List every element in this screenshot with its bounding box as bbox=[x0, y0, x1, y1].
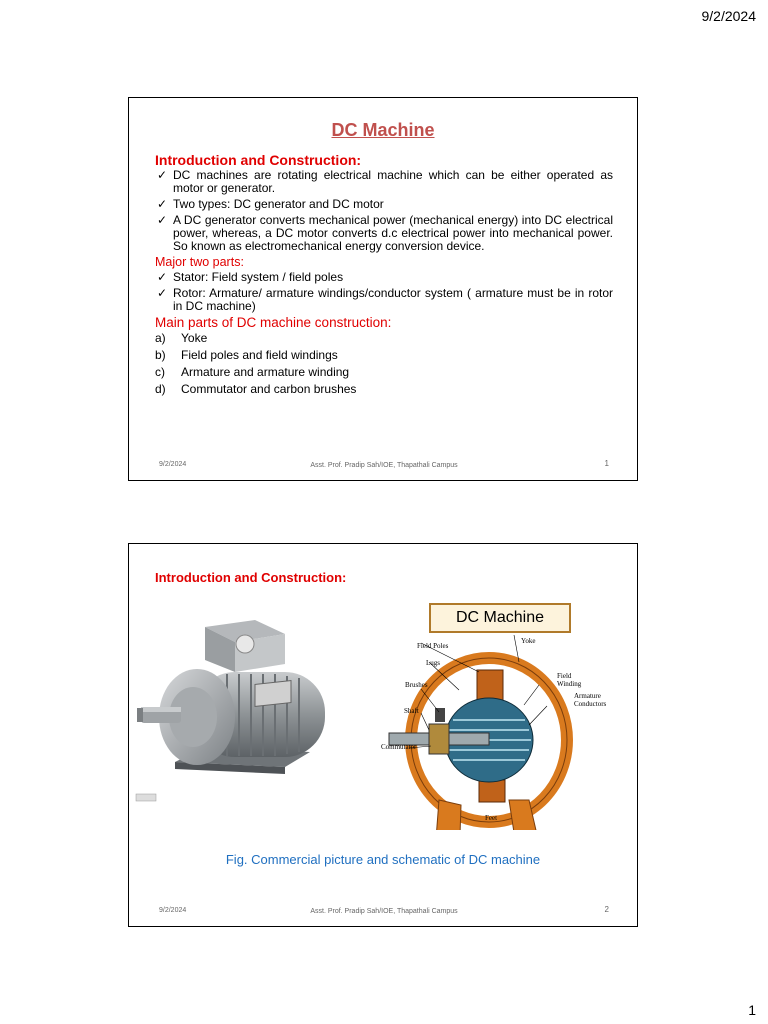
slide-title: DC Machine bbox=[331, 120, 435, 140]
intro-bullets bbox=[155, 169, 613, 253]
check-mark-icon: ✓ bbox=[157, 197, 168, 211]
major-parts-list bbox=[155, 271, 613, 313]
label-feet: Feet bbox=[485, 814, 498, 822]
figure-caption: Fig. Commercial picture and schematic of DC machine bbox=[225, 852, 541, 867]
page-number: 1 bbox=[748, 1002, 756, 1018]
footer-author: Asst. Prof. Pradip Sah/IOE, Thapathali Campus bbox=[310, 462, 458, 469]
check-mark-icon: ✓ bbox=[157, 286, 168, 300]
diagram-title: DC Machine bbox=[429, 603, 571, 633]
intro-heading: Introduction and Construction: bbox=[155, 570, 347, 585]
page-date: 9/2/2024 bbox=[701, 8, 756, 24]
footer-date: 9/2/2024 bbox=[159, 907, 187, 914]
main-parts-list bbox=[155, 332, 613, 396]
list-item: ✓ Stator: Field system / field poles bbox=[157, 270, 344, 284]
label-armature-conductors: Armature Conductors bbox=[574, 692, 607, 708]
list-item: b) Field poles and field windings bbox=[155, 348, 338, 362]
check-mark-icon: ✓ bbox=[157, 168, 168, 182]
list-item: d) Commutator and carbon brushes bbox=[155, 382, 357, 396]
check-mark-icon: ✓ bbox=[157, 270, 168, 284]
list-item: ✓ DC machines are rotating electrical machine which can be either operated as motor or generator. bbox=[157, 168, 613, 195]
label-yoke: Yoke bbox=[521, 637, 536, 645]
label-shaft: Shaft bbox=[404, 707, 419, 715]
footer-author: Asst. Prof. Pradip Sah/IOE, Thapathali Campus bbox=[310, 908, 458, 915]
label-lugs: Lugs bbox=[426, 659, 440, 667]
slide-1-content bbox=[155, 154, 613, 400]
list-item: ✓ A DC generator converts mechanical power (mechanical energy) into DC electrical power, whereas, a DC motor converts d.c electrical power into mechanical power. So known as electromechanical energy conversion device. bbox=[157, 213, 613, 253]
slide-2 bbox=[128, 543, 638, 927]
label-field-poles: Field Poles bbox=[417, 642, 449, 650]
check-mark-icon: ✓ bbox=[157, 213, 168, 227]
major-parts-heading: Major two parts: bbox=[155, 255, 244, 269]
list-item: a) Yoke bbox=[155, 331, 208, 345]
slide-1 bbox=[128, 97, 638, 481]
footer-slide-number: 1 bbox=[604, 459, 609, 468]
list-item: c) Armature and armature winding bbox=[155, 365, 350, 379]
label-brushes: Brushes bbox=[405, 681, 428, 689]
dc-machine-schematic bbox=[369, 600, 599, 830]
list-item: ✓ Two types: DC generator and DC motor bbox=[157, 197, 384, 211]
main-parts-heading: Main parts of DC machine construction: bbox=[155, 315, 392, 330]
list-item: ✓ Rotor: Armature/ armature windings/conductor system ( armature must be in rotor in DC machine) bbox=[157, 286, 613, 313]
intro-heading: Introduction and Construction: bbox=[155, 152, 362, 168]
motor-photo bbox=[135, 602, 349, 812]
footer-slide-number: 2 bbox=[604, 905, 609, 914]
label-commutator: Commutator bbox=[381, 743, 417, 751]
label-field-winding: Field Winding bbox=[557, 672, 582, 688]
footer-date: 9/2/2024 bbox=[159, 461, 187, 468]
